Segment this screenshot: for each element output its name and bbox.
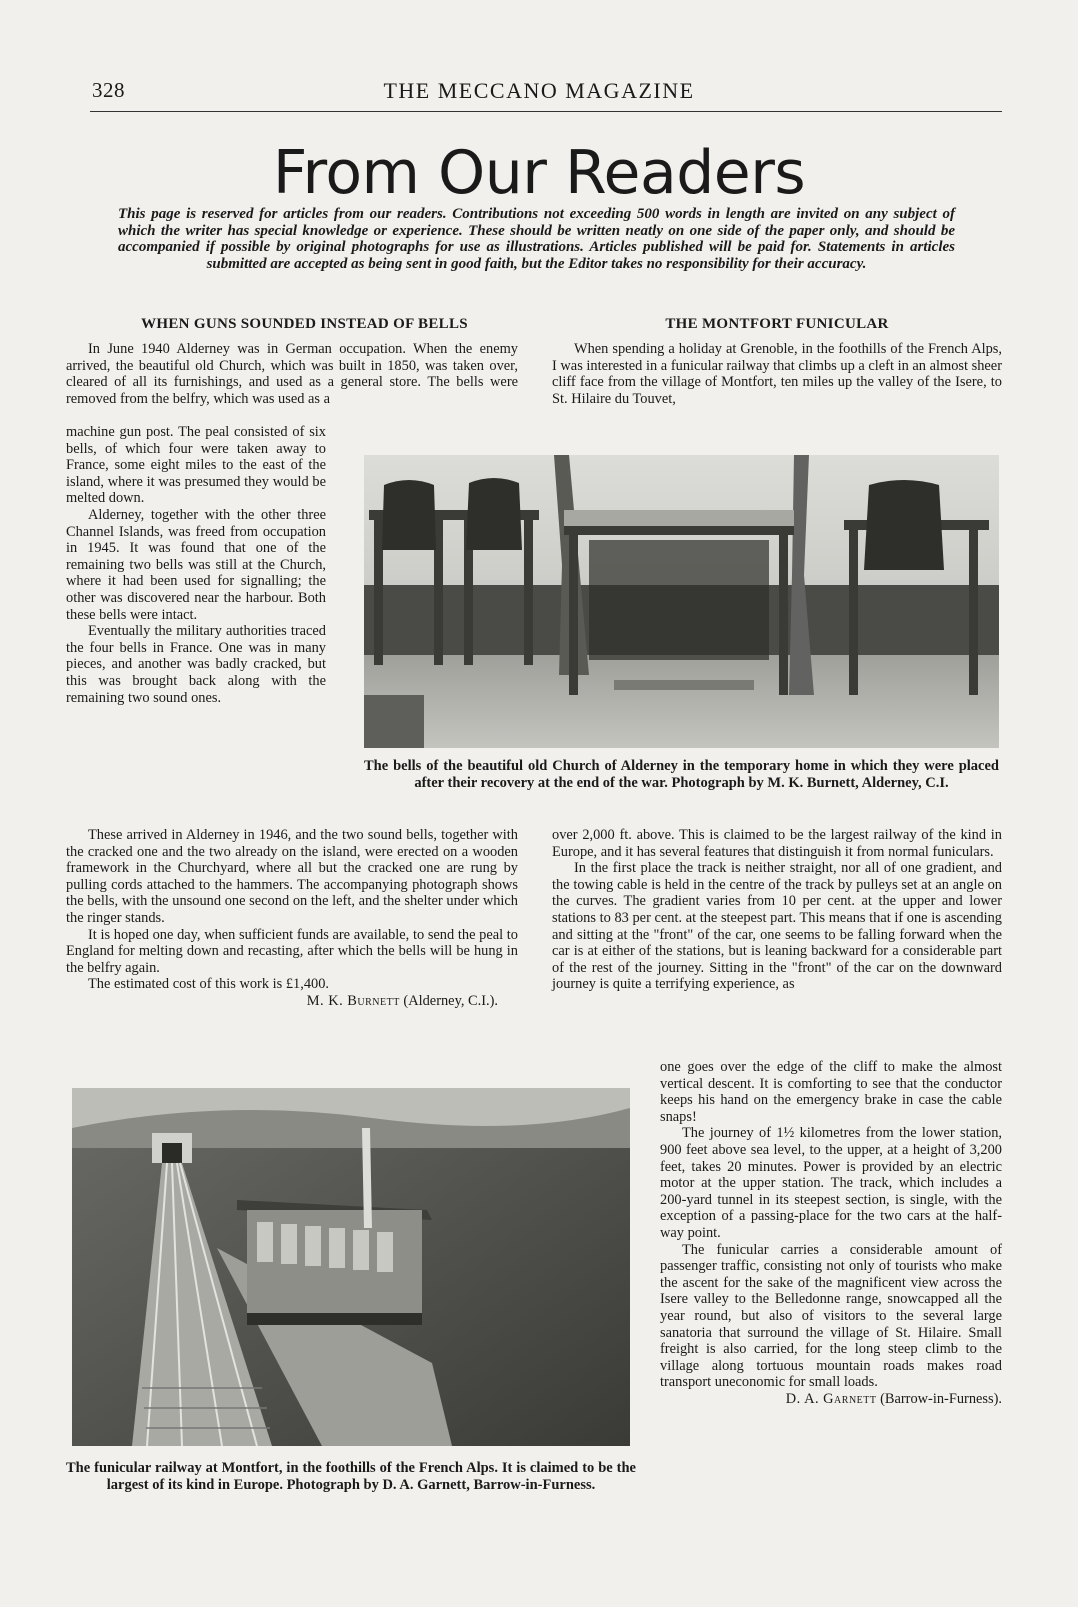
article2-author: D. A. Garnett [785, 1390, 877, 1407]
article2-signature [660, 1391, 1002, 1408]
article1-paragraph-1-narrow: machine gun post. The peal consisted of six bells, of which four were taken away to France, some eight miles to the east of the island, where it was presumed they would be melted down. [66, 424, 326, 507]
article1-paragraph-6: The estimated cost of this work is £1,400. [88, 976, 330, 993]
page-title: From Our Readers [272, 138, 806, 208]
article1-paragraph-4: These arrived in Alderney in 1946, and the two sound bells, together with the cracked one and the two already on the island, were erected on a wooden framework in the Churchyard, where all but the cracked one are rung by pulling cords attached to the hammers. The accompanying photograph shows the bells, with the unsound one second on the left, and the shelter under which the ringer stands. [66, 827, 518, 926]
article2-middle-column [552, 827, 1002, 993]
article1-lower-column [66, 827, 518, 1010]
article1-author: M. K. Burnett [306, 992, 400, 1009]
funicular-photograph [72, 1088, 630, 1446]
bells-photo-caption: The bells of the beautiful old Church of Alderney in the temporary home in which they were placed after their recovery at the end of the war. Photograph by M. K. Burnett, Alderney, C.I. [364, 758, 999, 791]
article1-heading: WHEN GUNS SOUNDED INSTEAD OF BELLS [141, 316, 468, 332]
article2-heading: THE MONTFORT FUNICULAR [665, 316, 889, 332]
bells-photograph [364, 455, 999, 748]
article2-paragraph-3: The journey of 1½ kilometres from the lower station, 900 feet above sea level, to the upper, at a height of 3,200 feet, takes 20 minutes. Power is provided by an electric motor at the upper station. The track, which includes a 200-yard tunnel in its steepest section, is single, with the exception of a passing-place for the two cars at the half-way point. [660, 1125, 1002, 1241]
intro-text: This page is reserved for articles from our readers. Contributions not exceeding 500 words in length are invited on any subject of which the writer has special knowledge or experience. These should be written neatly on one side of the paper only, and should be accompanied if possible by original photographs for use as illustrations. Articles published will be paid for. Statements in articles submitted are accepted as being sent in good faith, but the Editor takes no responsibility for their accuracy. [118, 206, 955, 272]
page-number: 328 [92, 78, 125, 102]
magazine-title: THE MECCANO MAGAZINE [383, 78, 695, 103]
article1-paragraph-2: Alderney, together with the other three Channel Islands, was freed from occupation in 1945. It was found that one of the remaining two bells was still at the Church, where it had been used for signalling; the other was discovered near the harbour. Both these bells were intact. [66, 506, 326, 623]
article2-author-location: (Barrow-in-Furness). [876, 1390, 1002, 1407]
article2-paragraph-2-narrow: one goes over the edge of the cliff to make the almost vertical descent. It is comforting to see that the conductor keeps his hand on the emergency brake in case the cable snaps! [660, 1059, 1002, 1125]
funicular-photo-caption: The funicular railway at Montfort, in the foothills of the French Alps. It is claimed to be the largest of its kind in Europe. Photograph by D. A. Garnett, Barrow-in-Furness. [66, 1460, 636, 1493]
article1-signature [66, 993, 518, 1010]
article1-paragraph-3: Eventually the military authorities traced the four bells in France. One was in many pieces, and another was badly cracked, but this was brought back along with the remaining two sound ones. [66, 623, 326, 706]
article2-paragraph-1-continued: over 2,000 ft. above. This is claimed to be the largest railway of the kind in Europe, and it has several features that distinguish it from normal funiculars. [552, 827, 1002, 860]
article2-paragraph-4: The funicular carries a considerable amount of passenger traffic, consisting not only of tourists who make the ascent for the sake of the magnificent view across the Isere valley to the Belledonne range, snowcapped all the year round, but also of visitors to the several large sanatoria that surround the village of St. Hilaire. Small freight is also carried, for the long steep climb to the village along tortuous mountain roads makes road transport uneconomic for small loads. [660, 1241, 1002, 1391]
article2-paragraph-1-top: When spending a holiday at Grenoble, in the foothills of the French Alps, I was interested in a funicular railway that climbs up a cleft in an almost sheer cliff face from the village of Montfort, ten miles up the valley of the Isere, to St. Hilaire du Touvet, [552, 341, 1002, 407]
article1-author-location: (Alderney, C.I.). [399, 992, 498, 1009]
article1-paragraph-5: It is hoped one day, when sufficient funds are available, to send the peal to England for melting down and recasting, after which the bells will be hung in the belfry again. [66, 926, 518, 976]
article1-narrow-column [66, 424, 326, 706]
article1-paragraph-1-wide: In June 1940 Alderney was in German occupation. When the enemy arrived, the beautiful old Church, which was built in 1850, was taken over, cleared of all its furnishings, and used as a general store. The bells were removed from the belfry, which was used as a [66, 341, 518, 407]
header-rule [90, 111, 1002, 112]
article2-paragraph-2: In the first place the track is neither straight, nor all of one gradient, and the towing cable is held in the centre of the track by pulleys set at an angle on the curves. The gradient varies from 10 per cent. at the upper and lower stations to 83 per cent. at the steepest part. This means that if one is ascending and sitting at the "front" of the car, one seems to be falling forward when the car is at either of the stations, but is leaning backward for a considerable part of the rest of the journey. Sitting in the "front" of the car on the downward journey is quite a terrifying experience, as [552, 860, 1002, 993]
article2-narrow-column [660, 1059, 1002, 1407]
